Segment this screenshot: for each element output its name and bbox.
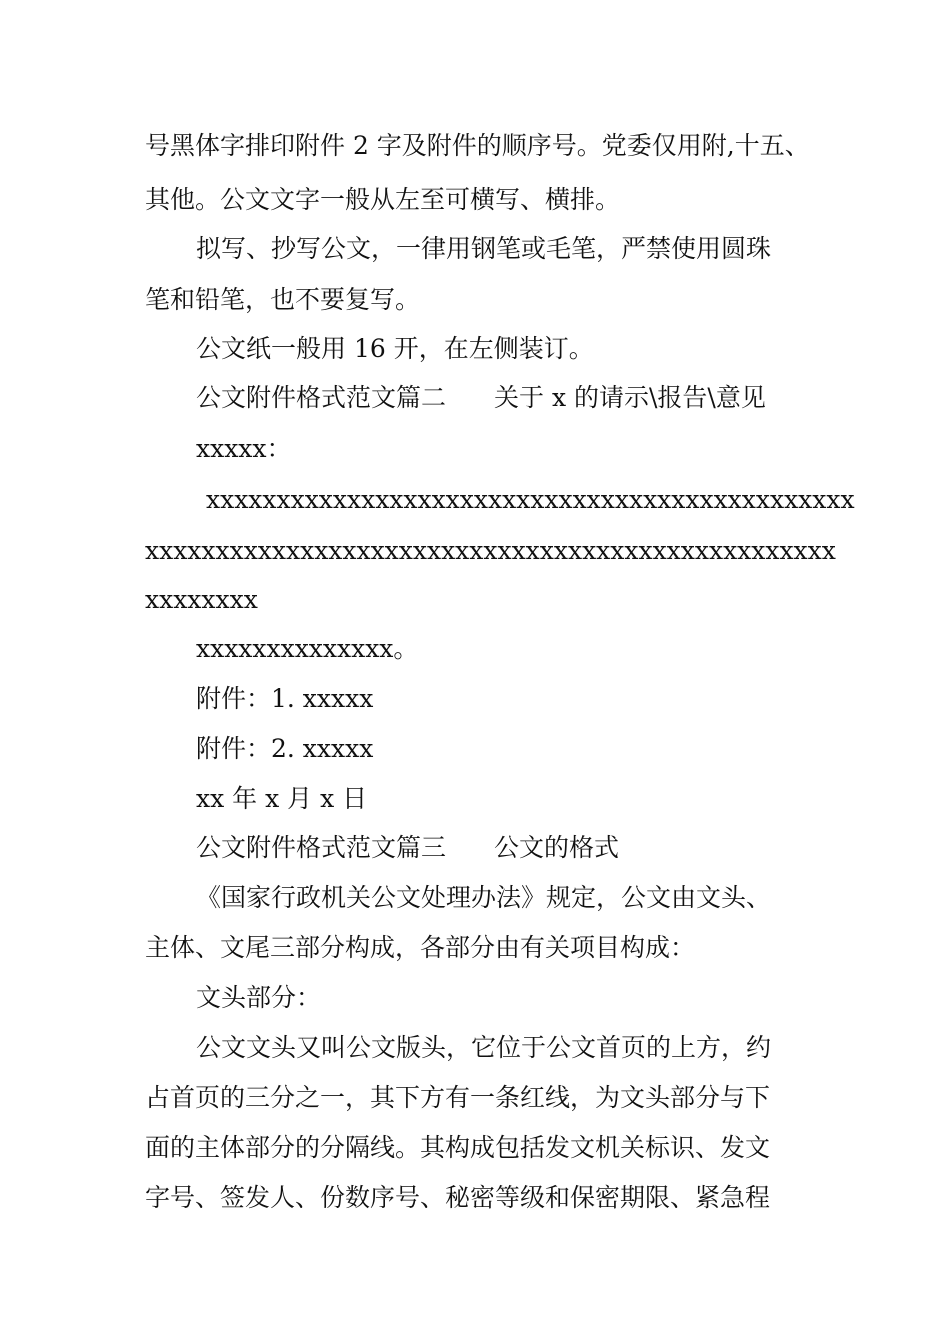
attachment-line: 附件：2. xxxxx — [196, 734, 374, 763]
section-title: 公文的格式 — [494, 833, 620, 862]
section-label: 公文附件格式范文篇二 — [196, 383, 447, 412]
text-line: 笔和铅笔，也不要复写。 — [145, 285, 421, 314]
text-line: 主体、文尾三部分构成，各部分由有关项目构成： — [145, 933, 696, 962]
section-title: 关于 x 的请示\报告\意见 — [494, 383, 766, 412]
placeholder-line: xxxxxxxxxxxxxxxxxxxxxxxxxxxxxxxxxxxxxxxxxxxxxxxxx — [145, 536, 836, 565]
attachment-line: 附件：1. xxxxx — [196, 684, 374, 713]
section-heading-2 — [196, 381, 766, 415]
paragraph-line: 公文纸一般用 16 开，在左侧装订。 — [196, 334, 594, 363]
date-line: xx 年 x 月 x 日 — [196, 784, 368, 813]
text-line: 其他。公文文字一般从左至可横写、横排。 — [145, 185, 621, 214]
paragraph-line: 《国家行政机关公文处理办法》规定，公文由文头、 — [196, 883, 772, 912]
placeholder-line: xxxxxxxxxxxxxxxxxxxxxxxxxxxxxxxxxxxxxxxxxxxxxx — [206, 485, 855, 514]
salutation: xxxxx： — [196, 434, 292, 463]
paragraph-line: 公文文头又叫公文版头，它位于公文首页的上方，约 — [196, 1033, 772, 1062]
section-label: 公文附件格式范文篇三 — [196, 833, 447, 862]
text-line: 号黑体字排印附件 2 字及附件的顺序号。党委仅用附,十五、 — [145, 131, 810, 160]
section-heading-3 — [196, 831, 619, 865]
placeholder-line: xxxxxxxxxxxxxx。 — [196, 634, 419, 663]
subheading: 文头部分： — [196, 983, 322, 1012]
text-line: 面的主体部分的分隔线。其构成包括发文机关标识、发文 — [145, 1133, 771, 1162]
text-line: 字号、签发人、份数序号、秘密等级和保密期限、紧急程 — [145, 1183, 771, 1212]
paragraph-line: 拟写、抄写公文，一律用钢笔或毛笔，严禁使用圆珠 — [196, 234, 772, 263]
placeholder-line: xxxxxxxx — [145, 585, 258, 614]
text-line: 占首页的三分之一，其下方有一条红线，为文头部分与下 — [145, 1083, 771, 1112]
